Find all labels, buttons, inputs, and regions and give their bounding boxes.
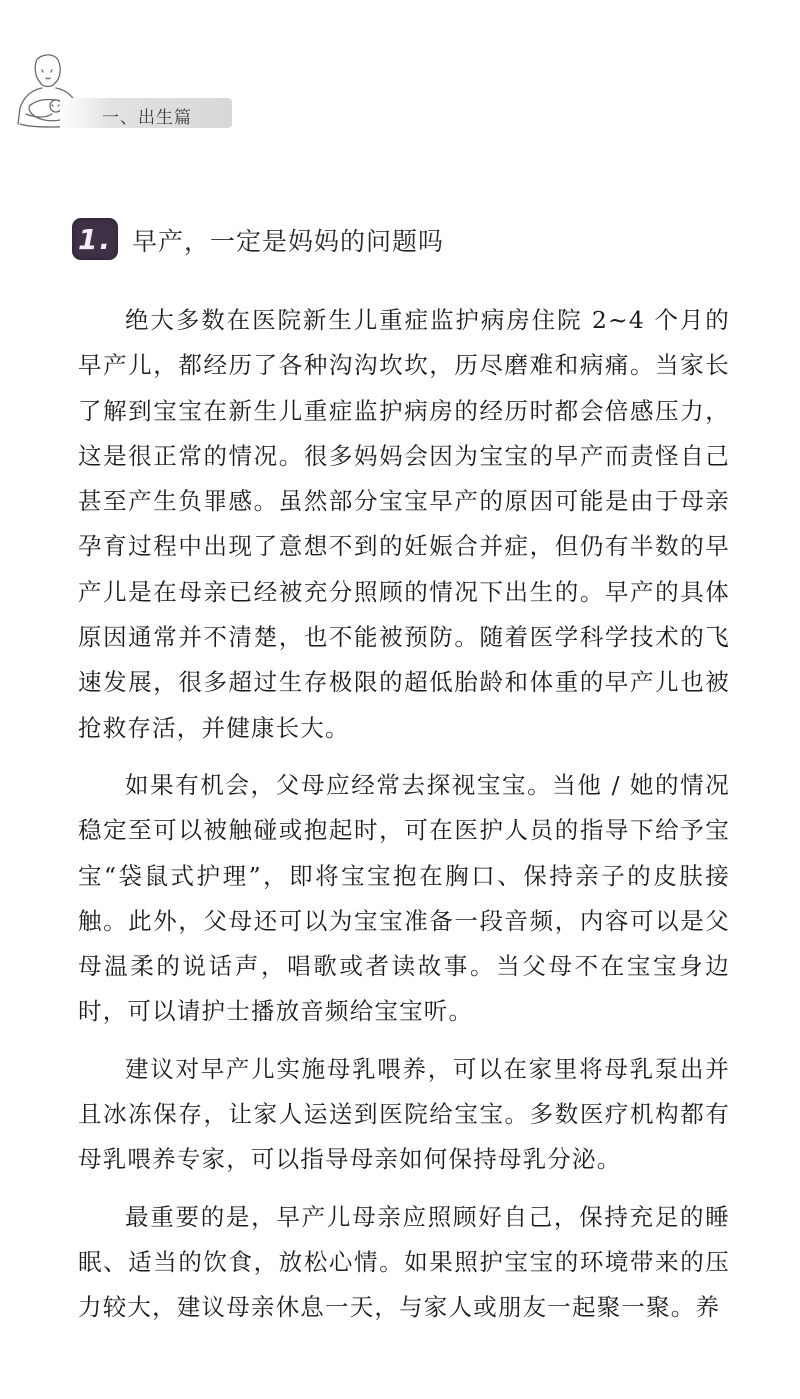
section-number-badge (72, 218, 118, 260)
paragraph-4: 最重要的是，早产儿母亲应照顾好自己，保持充足的睡眠、适当的饮食，放松心情。如果照护宝宝的环境带来的压力较大，建议母亲休息一天，与家人或朋友一起聚一聚。养 (78, 1202, 730, 1322)
paragraph-3: 建议对早产儿实施母乳喂养，可以在家里将母乳泵出并且冰冻保存，让家人运送到医院给宝宝。多数医疗机构都有母乳喂养专家，可以指导母亲如何保持母乳分泌。 (78, 1054, 730, 1174)
paragraph-1: 绝大多数在医院新生儿重症监护病房住院 2~4 个月的早产儿，都经历了各种沟沟坎坎，历尽磨难和病痛。当家长了解到宝宝在新生儿重症监护病房的经历时都会倍感压力，这是很正常的情况。很多妈妈会因为宝宝的早产而责怪自己甚至产生负罪感。虽然部分宝宝早产的原因可能是由于母亲孕育过程中出现了意想不到的妊娠合并症，但仍有半数的早产儿是在母亲已经被充分照顾的情况下出生的。早产的具体原因通常并不清楚，也不能被预防。随着医学科学技术的飞速发展，很多超过生存极限的超低胎龄和体重的早产儿也被抢救存活，并健康长大。 (78, 306, 730, 742)
chapter-title: 一、出生篇 (102, 108, 192, 128)
section-number: 1. (77, 222, 113, 256)
section-title: 早产，一定是妈妈的问题吗 (132, 227, 445, 256)
paragraph-2: 如果有机会，父母应经常去探视宝宝。当他 / 她的情况稳定至可以被触碰或抱起时，可在医护人员的指导下给予宝宝“袋鼠式护理”，即将宝宝抱在胸口、保持亲子的皮肤接触。此外，父母还可以为宝宝准备一段音频，内容可以是父母温柔的说话声，唱歌或者读故事。当父母不在宝宝身边时，可以请护士播放音频给宝宝听。 (78, 770, 730, 1026)
body-text (78, 298, 730, 1343)
